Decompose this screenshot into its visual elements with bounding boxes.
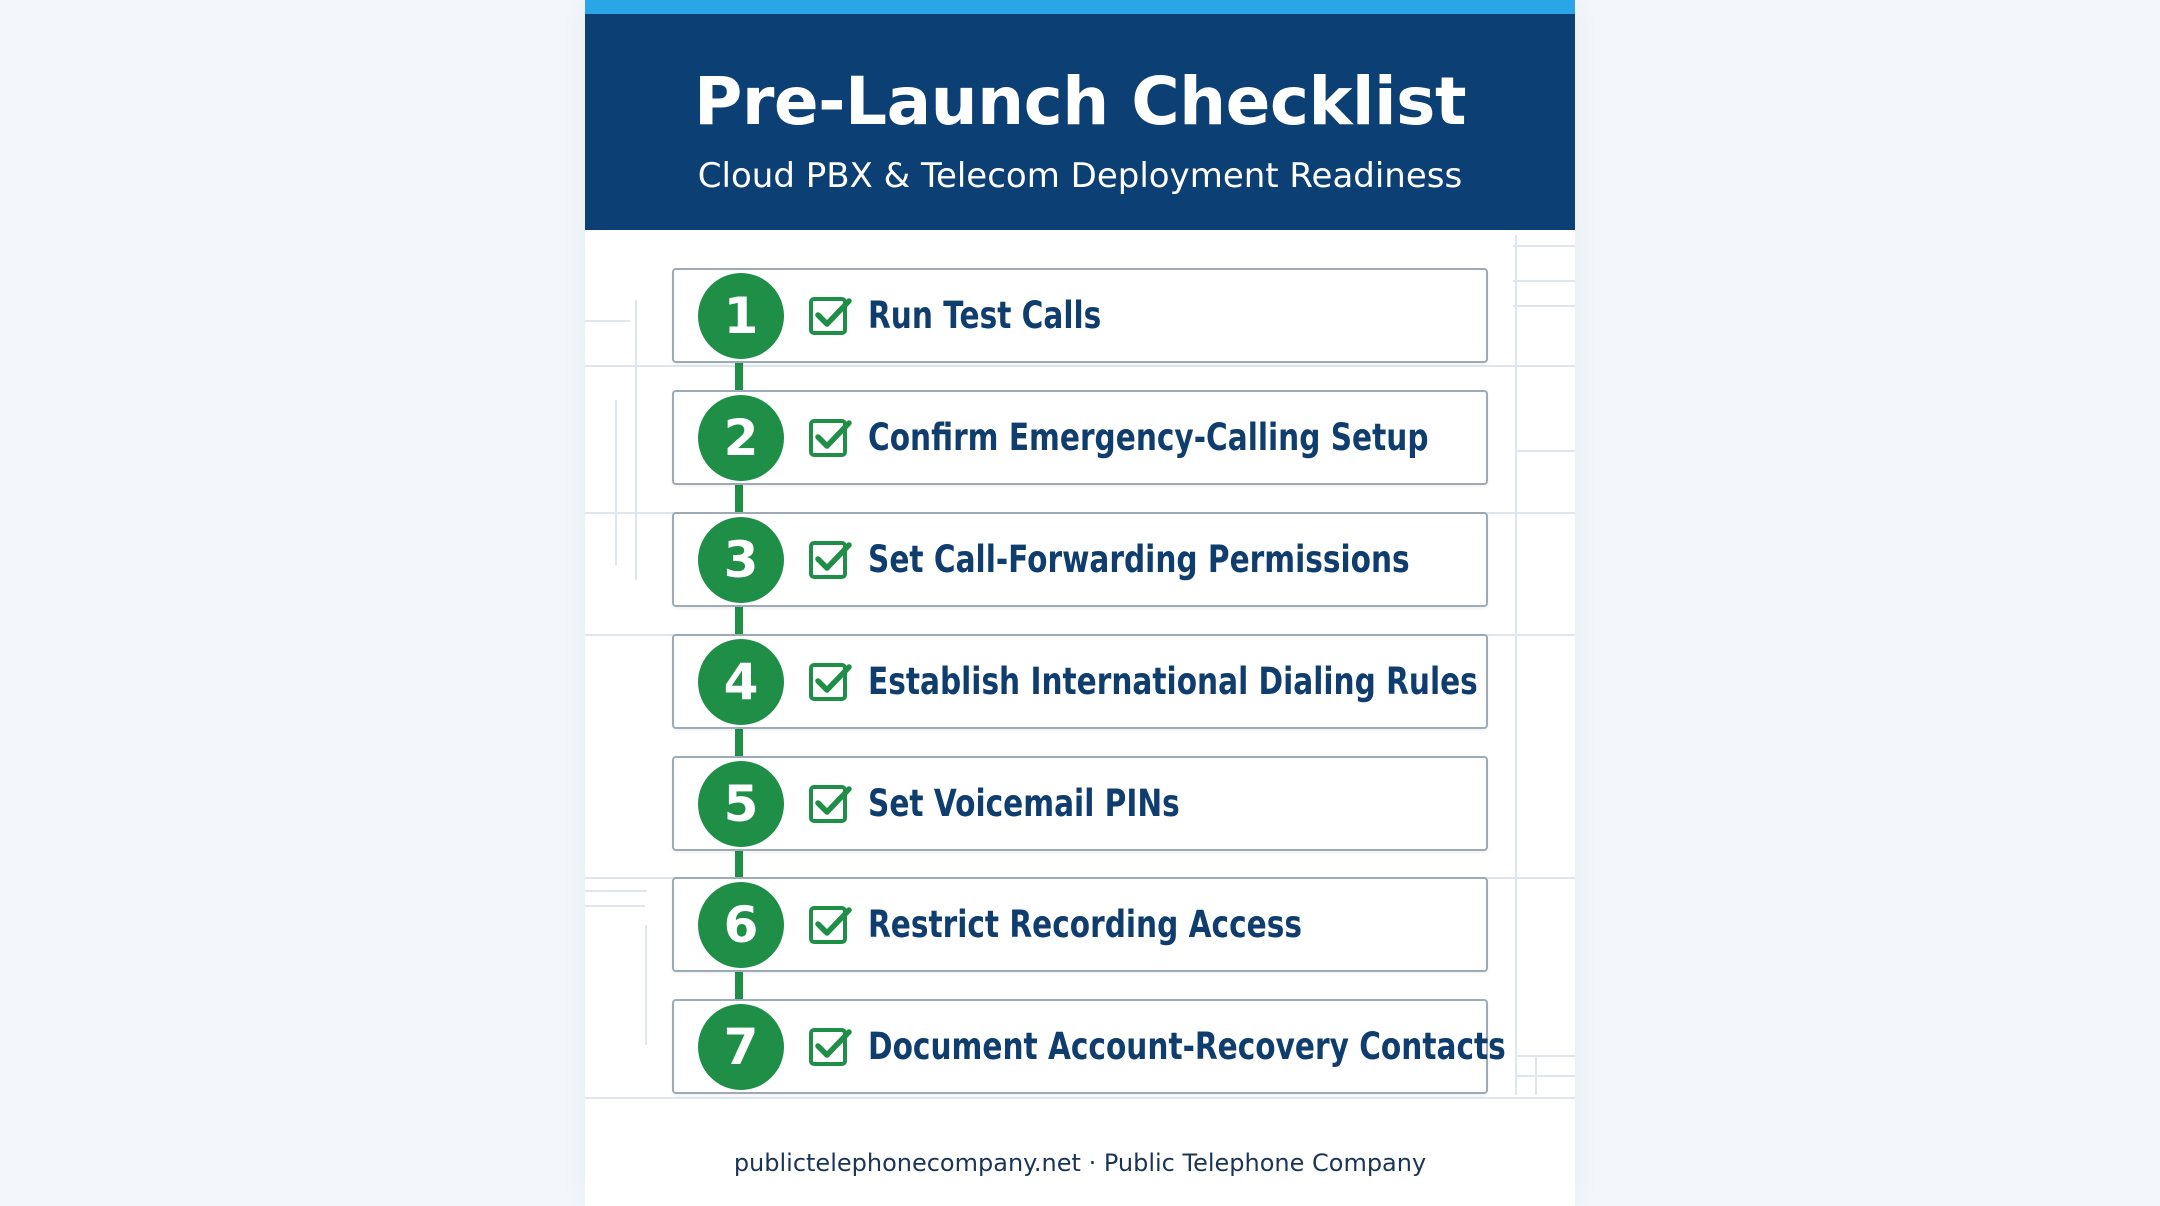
step-number-badge: 4 [698, 639, 784, 725]
checklist-item-label: Document Account-Recovery Contacts [868, 1025, 1506, 1068]
step-number-badge: 3 [698, 517, 784, 603]
checklist-item-label: Establish International Dialing Rules [868, 660, 1478, 703]
checklist-item-label: Set Call-Forwarding Permissions [868, 538, 1410, 581]
checkbox-checked-icon[interactable] [808, 1025, 852, 1069]
checklist-item-label: Restrict Recording Access [868, 903, 1302, 946]
footer-credit: publictelephonecompany.net · Public Telephone Company [733, 1149, 1427, 1177]
checkbox-checked-icon[interactable] [808, 294, 852, 338]
checkbox-checked-icon[interactable] [808, 782, 852, 826]
page-title: Pre-Launch Checklist [693, 63, 1466, 140]
checkbox-checked-icon[interactable] [808, 903, 852, 947]
accent-stripe [585, 0, 1575, 14]
checklist-item-label: Run Test Calls [868, 294, 1102, 337]
step-number-badge: 6 [698, 882, 784, 968]
checkbox-checked-icon[interactable] [808, 538, 852, 582]
checklist-card [585, 0, 1575, 1206]
step-number-badge: 7 [698, 1004, 784, 1090]
checkbox-checked-icon[interactable] [808, 660, 852, 704]
step-number-badge: 2 [698, 395, 784, 481]
step-number-badge: 5 [698, 761, 784, 847]
page-subtitle: Cloud PBX & Telecom Deployment Readiness [697, 156, 1463, 196]
step-number-badge: 1 [698, 273, 784, 359]
checkbox-checked-icon[interactable] [808, 416, 852, 460]
checklist-item-label: Set Voicemail PINs [868, 782, 1180, 825]
checklist-item-label: Confirm Emergency-Calling Setup [868, 416, 1429, 459]
